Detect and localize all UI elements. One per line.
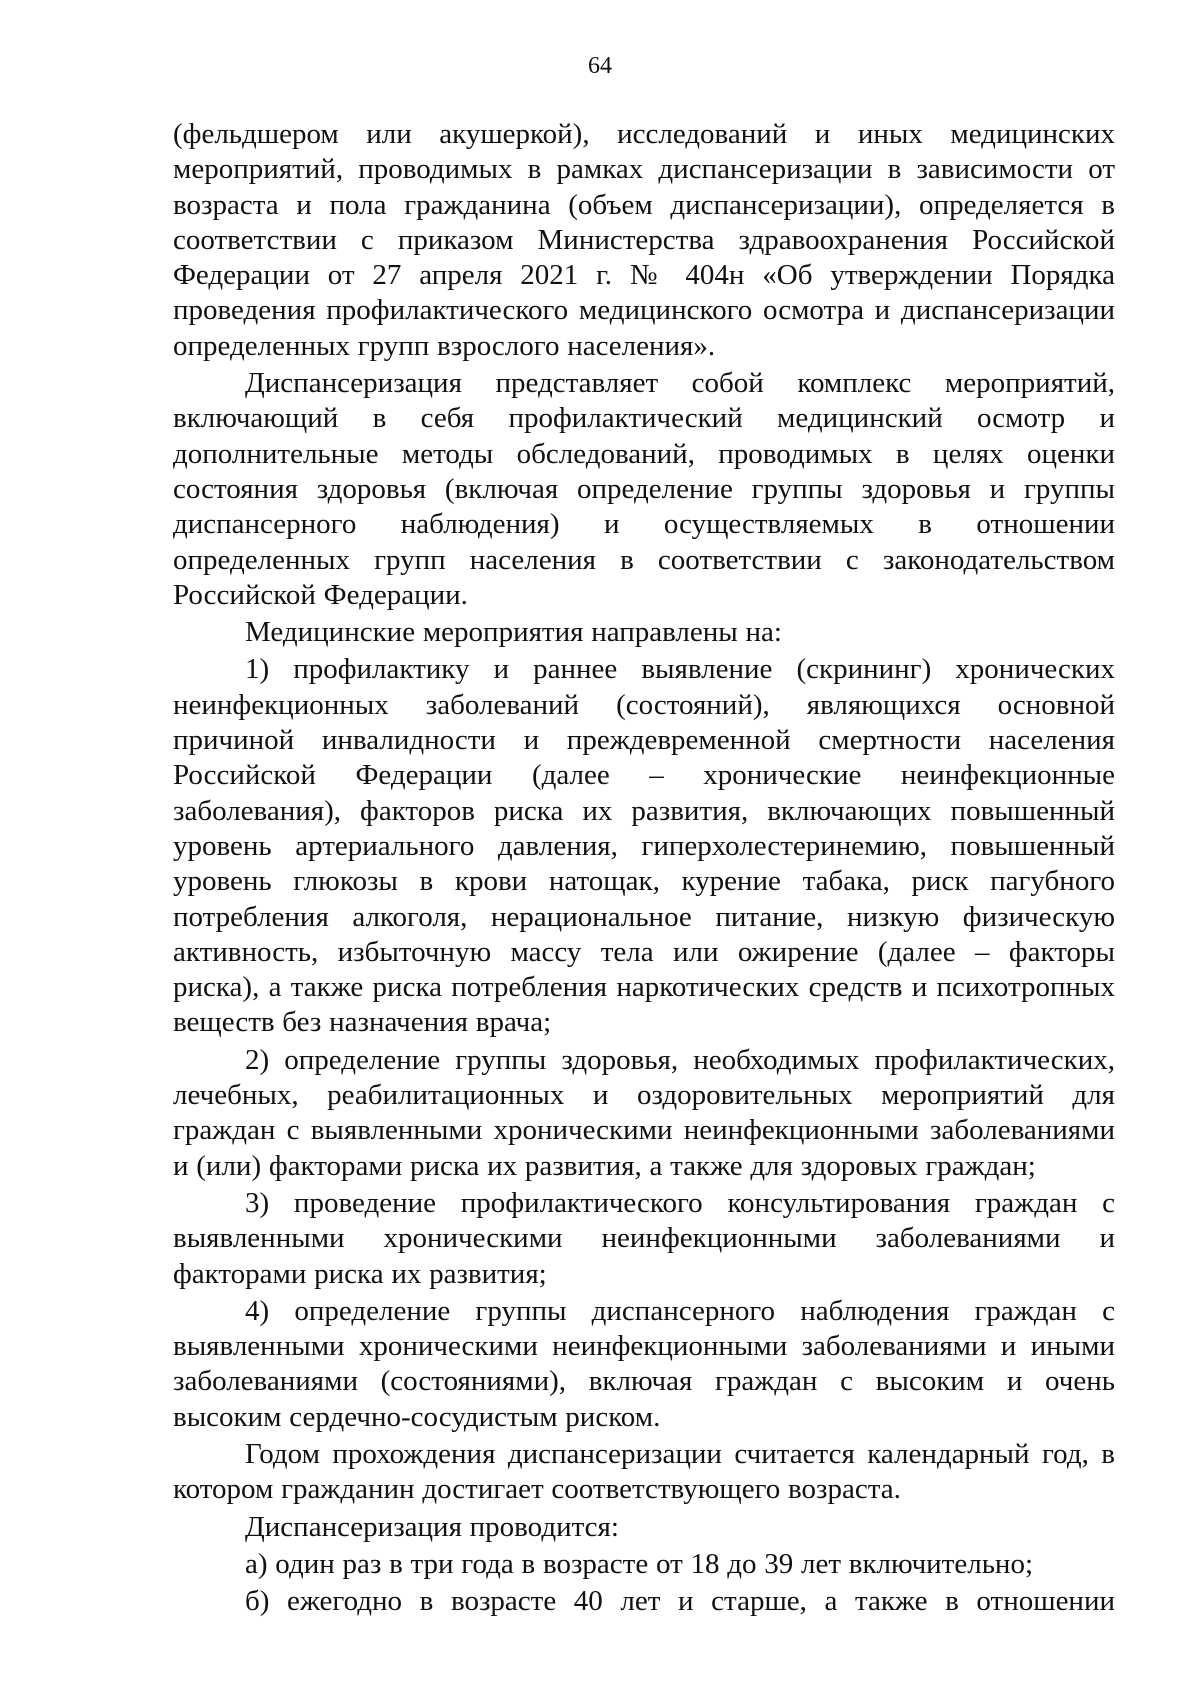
schedule-item-a: а) один раз в три года в возрасте от 18 до 39 лет включительно; (245, 1547, 1033, 1580)
paragraph-year: Годом прохождения диспансеризации считается календарный год, в котором гражданин достигает соответствующего возраста. (173, 1437, 1115, 1506)
list-item-3: 3) проведение профилактического консультирования граждан с выявленными хроническими неинфекционными заболеваниями и факторами риска их развития; (173, 1186, 1115, 1290)
paragraph-definition: Диспансеризация представляет собой комплекс мероприятий, включающий в себя профилактический медицинский осмотр и дополнительные методы обследований, проводимых в целях оценки состояния здоровья (включая определение группы здоровья и группы диспансерного наблюдения) и осуществляемых в отношении определенных групп населения в соответствии с законодательством Российской Федерации. (173, 367, 1115, 611)
page-number: 64 (588, 53, 612, 79)
list-item-4: 4) определение группы диспансерного наблюдения граждан с выявленными хроническими неинфекционными заболеваниями и иными заболеваниями (состояниями), включая граждан с высоким и очень высоким сердечно-сосудистым риском. (173, 1294, 1115, 1433)
document-body (173, 117, 1115, 1621)
paragraph-schedule-intro: Диспансеризация проводится: (245, 1510, 619, 1543)
paragraph-goals-intro: Медицинские мероприятия направлены на: (245, 616, 782, 649)
list-item-2: 2) определение группы здоровья, необходимых профилактических, лечебных, реабилитационных и оздоровительных мероприятий для граждан с выявленными хроническими неинфекционными заболеваниями и (или) факторами риска их развития, а также для здоровых граждан; (173, 1043, 1115, 1182)
paragraph-continuation: (фельдшером или акушеркой), исследований и иных медицинских мероприятий, проводимых в рамках диспансеризации в зависимости от возраста и пола гражданина (объем диспансеризации), определяется в соответствии с приказом Министерства здравоохранения Российской Федерации от 27 апреля 2021 г. № 404н «Об утверждении Порядка проведения профилактического медицинского осмотра и диспансеризации определенных групп взрослого населения». (173, 118, 1115, 362)
schedule-item-b: б) ежегодно в возрасте 40 лет и старше, а также в отношении (245, 1585, 1115, 1618)
list-item-1: 1) профилактику и раннее выявление (скрининг) хронических неинфекционных заболеваний (состояний), являющихся основной причиной инвалидности и преждевременной смертности населения Российской Федерации (далее – хронические неинфекционные заболевания), факторов риска их развития, включающих повышенный уровень артериального давления, гиперхолестеринемию, повышенный уровень глюкозы в крови натощак, курение табака, риск пагубного потребления алкоголя, нерациональное питание, низкую физическую активность, избыточную массу тела или ожирение (далее – факторы риска), а также риска потребления наркотических средств и психотропных веществ без назначения врача; (173, 653, 1115, 1039)
